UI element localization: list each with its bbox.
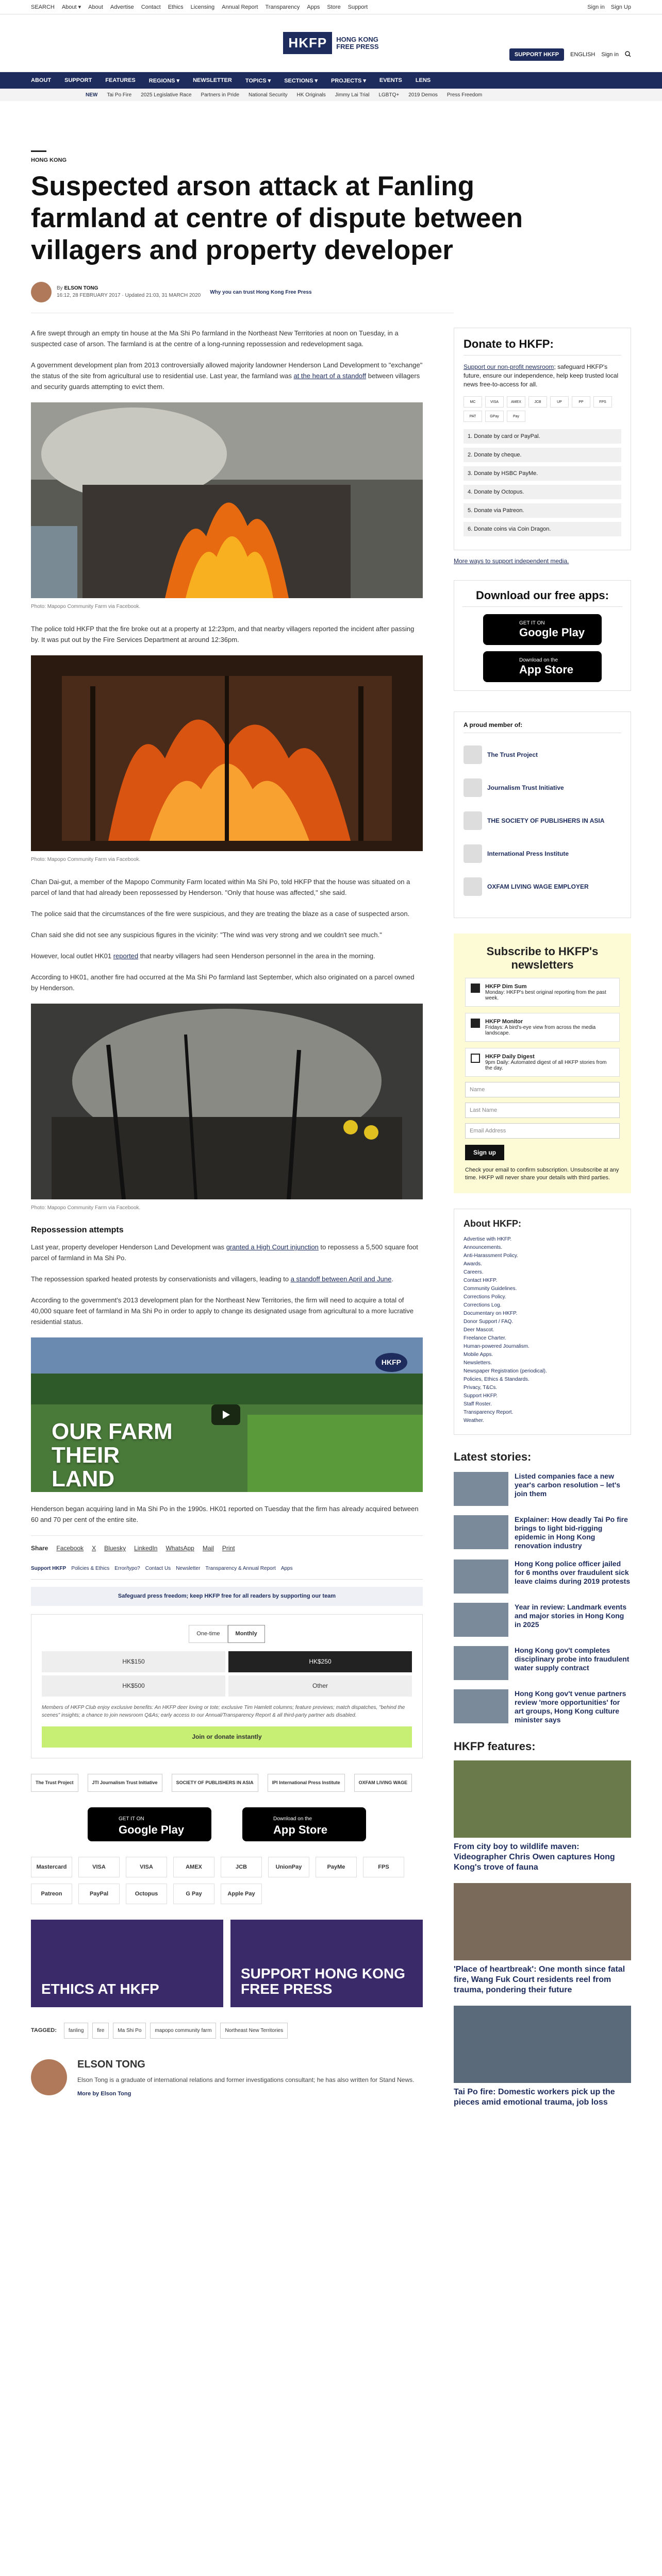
trending-link[interactable]: Jimmy Lai Trial xyxy=(335,92,370,98)
signin-link[interactable]: Sign in xyxy=(587,4,605,10)
member-org[interactable]: THE SOCIETY OF PUBLISHERS IN ASIA xyxy=(464,809,621,832)
top-link[interactable]: Transparency xyxy=(265,4,300,10)
about-link[interactable]: Contact HKFP. xyxy=(464,1278,498,1283)
paragraph: Henderson began acquiring land in Ma Shi Po in the 1990s. HK01 reported on Tuesday that the firm has already acquired between 60 and 70 per cent of the entire site. xyxy=(31,1505,419,1523)
story-thumbnail xyxy=(454,1472,508,1506)
member-org[interactable]: OXFAM LIVING WAGE EMPLOYER xyxy=(464,875,621,898)
nav-item[interactable]: FEATURES xyxy=(105,77,136,83)
feature-image xyxy=(454,2006,631,2083)
newsletter-note: Check your email to confirm subscription. Unsubscribe at any time. HKFP will never share your details with third parties. xyxy=(465,1167,619,1181)
amount-option[interactable]: HK$500 xyxy=(42,1675,225,1697)
payment-logo[interactable]: Mastercard xyxy=(31,1857,72,1877)
about-link[interactable]: Careers. xyxy=(464,1269,484,1275)
about-link[interactable]: Newspaper Registration (periodical). xyxy=(464,1368,547,1374)
photo-caption: Photo: Mapopo Community Farm via Facebook. xyxy=(31,604,141,609)
trending-link[interactable]: 2025 Legislative Race xyxy=(141,92,192,98)
nav-item[interactable]: REGIONS ▾ xyxy=(148,77,180,84)
top-link[interactable]: Contact xyxy=(141,4,161,10)
story-thumbnail xyxy=(454,1603,508,1637)
about-link[interactable]: Freelance Charter. xyxy=(464,1335,506,1341)
share-facebook[interactable]: Facebook xyxy=(56,1545,84,1552)
story-item[interactable]: Hong Kong police officer jailed for 6 months over fraudulent sick leave claims during 2019 protests xyxy=(454,1560,631,1594)
card-logo: PAT xyxy=(464,411,482,422)
checkbox-checked xyxy=(471,1019,480,1028)
play-icon[interactable] xyxy=(211,1404,240,1425)
foot-link[interactable]: Error/typo? xyxy=(114,1566,140,1571)
org-icon xyxy=(464,778,482,797)
donate-method[interactable]: 6. Donate coins via Coin Dragon. xyxy=(464,522,621,536)
app-store-button[interactable]: Download on the App Store xyxy=(483,651,602,682)
name-input[interactable]: Name xyxy=(465,1082,620,1097)
newsletter-option[interactable]: HKFP Daily Digest 9pm Daily: Automated digest of all HKFP stories from the day. xyxy=(465,1048,620,1077)
nav-item[interactable]: PROJECTS ▾ xyxy=(331,77,366,84)
about-link[interactable]: Donor Support / FAQ. xyxy=(464,1319,514,1325)
top-link[interactable]: Apps xyxy=(307,4,320,10)
about-link[interactable]: Human-powered Journalism. xyxy=(464,1344,529,1349)
payment-logo[interactable]: VISA xyxy=(78,1857,120,1877)
jti-logo[interactable]: JTI Journalism Trust Initiative xyxy=(88,1774,162,1792)
checkbox xyxy=(471,1054,480,1063)
author-box-name[interactable]: ELSON TONG xyxy=(77,2059,145,2070)
reported-link[interactable]: reported xyxy=(113,952,139,960)
amount-option-selected[interactable]: HK$250 xyxy=(228,1651,412,1672)
nav-item[interactable]: TOPICS ▾ xyxy=(245,77,271,84)
fire-photo-1 xyxy=(31,402,423,598)
about-link[interactable]: Deer Mascot. xyxy=(464,1327,494,1333)
about-link[interactable]: Newsletters. xyxy=(464,1360,492,1366)
story-thumbnail xyxy=(454,1689,508,1723)
author-bio: Elson Tong is a graduate of international relations and former investigations consultant; he has also written for Stand News. xyxy=(77,2076,415,2083)
article-title: Suspected arson attack at Fanling farmland at centre of dispute between villagers and property developer xyxy=(31,171,523,265)
more-ways-link[interactable]: More ways to support independent media. xyxy=(454,557,569,565)
org-icon xyxy=(464,745,482,764)
signup-link[interactable]: Sign Up xyxy=(610,4,631,10)
top-link[interactable]: Advertise xyxy=(110,4,134,10)
foot-link[interactable]: Policies & Ethics xyxy=(71,1566,110,1571)
trending-link[interactable]: Press Freedom xyxy=(446,92,483,98)
paragraph: A fire swept through an empty tin house at the Ma Shi Po farmland in the Northeast New Territories at noon on Tuesday, in a suspected case of arson. The farmland is at the centre of a long-running repossession and redevelopment saga. xyxy=(31,329,399,348)
top-link[interactable]: Support xyxy=(347,4,368,10)
sidebar xyxy=(454,328,631,2118)
about-link[interactable]: Transparency Report. xyxy=(464,1410,514,1415)
standoff-dates-link[interactable]: a standoff between April and June xyxy=(290,1275,392,1283)
story-item[interactable]: Explainer: How deadly Tai Po fire brings to light bid-rigging epidemic in Hong Kong renovation industry xyxy=(454,1515,631,1550)
safeguard-banner: Safeguard press freedom; keep HKFP free for all readers by supporting our team xyxy=(31,1587,423,1606)
article-foot-links xyxy=(31,1563,423,1580)
main-content xyxy=(0,150,662,2118)
paragraph: A government development plan from 2013 controversially allowed majority landowner Henderson Land Development to "exchange" the status of the site from agricultural use to residential use. Last year, the farmland was at the heart of a standoff between villagers and security guards attempting to evict them. xyxy=(31,361,423,391)
support-hkfp-button[interactable]: SUPPORT HKFP xyxy=(509,48,564,61)
feature-item[interactable]: Tai Po fire: Domestic workers pick up the pieces amid emotional trauma, job loss xyxy=(454,2006,631,2108)
payment-logo[interactable]: AMEX xyxy=(173,1857,214,1877)
about-link[interactable]: Staff Roster. xyxy=(464,1401,492,1407)
foot-link[interactable]: Support HKFP xyxy=(31,1566,67,1571)
story-thumbnail xyxy=(454,1646,508,1680)
tag[interactable]: fire xyxy=(92,2023,109,2039)
story-item[interactable]: Hong Kong gov't completes disciplinary probe into fraudulent water supply contract xyxy=(454,1646,631,1680)
share-whatsapp[interactable]: WhatsApp xyxy=(166,1545,194,1552)
header-signin[interactable]: Sign in xyxy=(601,52,619,58)
site-logo[interactable] xyxy=(283,32,378,54)
feature-item[interactable]: From city boy to wildlife maven: Videographer Chris Owen captures Hong Kong's trove of fauna xyxy=(454,1760,631,1873)
paragraph: Chan said she did not see any suspicious figures in the vicinity: "The wind was very strong and we couldn't see much." xyxy=(31,931,382,939)
nav-item[interactable]: ABOUT xyxy=(31,77,52,83)
foot-link[interactable]: Contact Us xyxy=(145,1566,171,1571)
story-item[interactable]: Listed companies face a new year's carbon resolution – let's join them xyxy=(454,1472,631,1506)
google-play-button[interactable]: GET IT ON Google Play xyxy=(483,614,602,645)
video-embed[interactable] xyxy=(31,1337,423,1492)
payment-methods xyxy=(31,1857,423,1904)
more-by-author-link[interactable]: More by Elson Tong xyxy=(77,2091,131,2097)
fire-photo-2 xyxy=(31,655,423,851)
paragraph: According to HK01, another fire had occurred at the Ma Shi Po farmland last September, which also originated on a parcel owned by Henderson. xyxy=(31,973,415,992)
tag[interactable]: fanling xyxy=(64,2023,88,2039)
about-link[interactable]: Documentary on HKFP. xyxy=(464,1311,518,1316)
site-header xyxy=(0,14,662,72)
trending-link[interactable]: National Security xyxy=(249,92,288,98)
donate-method[interactable]: 5. Donate via Patreon. xyxy=(464,503,621,518)
tag[interactable]: mapopo community farm xyxy=(150,2023,216,2039)
last-name-input[interactable]: Last Name xyxy=(465,1103,620,1118)
payment-logo[interactable]: PayMe xyxy=(316,1857,357,1877)
foot-link[interactable]: Apps xyxy=(280,1566,293,1571)
feature-image xyxy=(454,1760,631,1838)
nav-item[interactable]: LENS xyxy=(415,77,431,83)
standoff-link[interactable]: at the heart of a standoff xyxy=(293,372,367,380)
newsletter-signup xyxy=(454,934,631,1193)
title-rule xyxy=(31,150,46,152)
one-time-tab[interactable]: One-time xyxy=(189,1625,227,1643)
story-item[interactable]: Year in review: Landmark events and major stories in Hong Kong in 2025 xyxy=(454,1603,631,1637)
author-name[interactable]: ELSON TONG xyxy=(64,285,98,291)
share-mail[interactable]: Mail xyxy=(202,1545,214,1552)
search-icon[interactable] xyxy=(625,51,631,59)
language-selector[interactable]: ENGLISH xyxy=(570,52,595,58)
byline: By ELSON TONG 16:12, 28 FEBRUARY 2017 · Updated 21:03, 31 MARCH 2020 Why you can trust Hong Kong Free Press xyxy=(31,282,454,313)
amount-option[interactable]: HK$150 xyxy=(42,1651,225,1672)
search-link[interactable]: SEARCH xyxy=(31,4,55,10)
sidebar-apps: Download our free apps: GET IT ON Google Play Download on the App Store xyxy=(454,580,631,691)
section-heading: Repossession attempts xyxy=(31,1226,124,1234)
proud-member: A proud member of: The Trust Project Journalism Trust Initiative THE SOCIETY OF PUBLISHERS IN ASIA International Press Institute OXFAM LIVING WAGE EMPLOYER xyxy=(454,711,631,918)
about-link[interactable]: Community Guidelines. xyxy=(464,1286,517,1292)
about-link[interactable]: Announcements. xyxy=(464,1245,503,1250)
card-logo: VISA xyxy=(485,396,504,408)
tag[interactable]: Northeast New Territories xyxy=(220,2023,288,2039)
members-text: Members of HKFP Club enjoy exclusive benefits: An HKFP deer loving or tote; exclusive Tim Hamlett columns; feature previews; match dispatches, "behind the scenes" insights; a chance to join newsroom Q&As; early access to our Annual/Transparency Report & all third-party partner ads disabled. xyxy=(42,1705,405,1718)
newsletter-title: Subscribe to HKFP's newsletters xyxy=(486,945,599,971)
foot-link[interactable]: Newsletter xyxy=(176,1566,201,1571)
video-badge: HKFP xyxy=(375,1353,407,1372)
donate-method[interactable]: 1. Donate by card or PayPal. xyxy=(464,429,621,444)
new-label: NEW xyxy=(86,92,98,98)
card-logo: MC xyxy=(464,396,482,408)
about-menu[interactable]: About ▾ xyxy=(61,4,81,10)
ipi-logo[interactable]: IPI International Press Institute xyxy=(268,1774,345,1792)
fire-photo-3 xyxy=(31,1004,423,1199)
share-print[interactable]: Print xyxy=(222,1545,235,1552)
spa-logo[interactable]: SOCIETY OF PUBLISHERS IN ASIA xyxy=(172,1774,258,1792)
donate-method[interactable]: 4. Donate by Octopus. xyxy=(464,485,621,499)
nav-item[interactable]: SECTIONS ▾ xyxy=(284,77,318,84)
trust-project-logo[interactable]: The Trust Project xyxy=(31,1774,78,1792)
top-link[interactable]: About xyxy=(88,4,103,10)
about-link[interactable]: Corrections Log. xyxy=(464,1302,502,1308)
share-x[interactable]: X xyxy=(92,1545,96,1552)
member-org[interactable]: International Press Institute xyxy=(464,842,621,865)
paragraph: However, local outlet HK01 reported that nearby villagers had seen Henderson personnel in the area in the morning. xyxy=(31,952,375,960)
payment-logo[interactable]: G Pay xyxy=(173,1884,214,1904)
card-logo: UP xyxy=(550,396,569,408)
logo-text: HONG KONG FREE PRESS xyxy=(336,35,379,50)
nav-item[interactable]: NEWSLETTER xyxy=(193,77,232,83)
hkfp-features: HKFP features: From city boy to wildlife maven: Videographer Chris Owen captures Hong Kong's trove of fauna 'Place of heartbreak': One month since fatal fire, Wang Fuk Court residents reel from trauma, pondering their future Tai Po fire: Domestic workers pick up the pieces amid emotional trauma, job loss xyxy=(454,1740,631,2108)
top-utility-bar xyxy=(0,0,662,14)
about-hkfp: About HKFP: Advertise with HKFP. Announcements. Anti-Harassment Policy. Awards. Careers. Contact HKFP. Community Guidelines. Corrections Policy. Corrections Log. Documentary on HKFP. Donor Support / FAQ. Deer Mascot. Freelance Charter. Human-powered Journalism. Mobile Apps. Newsletters. Newspaper Registration (periodical). Policies, Ethics & Standards. Privacy, T&Cs. Support HKFP. Staff Roster. Transparency Report. Weather. xyxy=(454,1209,631,1435)
card-logo: AMEX xyxy=(507,396,525,408)
org-icon xyxy=(464,811,482,830)
trending-link[interactable]: Partners in Pride xyxy=(201,92,240,98)
card-logo: PP xyxy=(572,396,590,408)
about-link[interactable]: Awards. xyxy=(464,1261,482,1267)
card-logo: GPay xyxy=(485,411,504,422)
about-link[interactable]: Policies, Ethics & Standards. xyxy=(464,1377,529,1382)
payment-logo[interactable]: Patreon xyxy=(31,1884,72,1904)
paragraph: The repossession sparked heated protests by conservationists and villagers, leading to a standoff between April and June. xyxy=(31,1275,393,1283)
newsletter-option[interactable]: HKFP Dim Sum Monday: HKFP's best original reporting from the past week. xyxy=(465,978,620,1007)
payment-logo[interactable]: Octopus xyxy=(126,1884,167,1904)
logo-mark: HKFP xyxy=(283,32,332,54)
author-avatar[interactable] xyxy=(31,282,52,302)
about-link[interactable]: Weather. xyxy=(464,1418,484,1423)
newsletter-option[interactable]: HKFP Monitor Fridays: A bird's-eye view from across the media landscape. xyxy=(465,1013,620,1042)
top-link[interactable]: Annual Report xyxy=(222,4,258,10)
tag[interactable]: Ma Shi Po xyxy=(113,2023,146,2039)
paragraph: According to the government's 2013 development plan for the Northeast New Territories, the firm will need to acquire a total of 40,000 square feet of farmland in Ma Shi Po in order to apply to change its designated usage from agricultural to a more lucrative residential status. xyxy=(31,1296,414,1326)
paragraph: Last year, property developer Henderson Land Development was granted a High Court injunction to repossess a 5,500 square foot parcel of farmland in Ma Shi Po. xyxy=(31,1243,418,1262)
nonprofit-link[interactable]: Support our non-profit newsroom xyxy=(464,363,554,370)
trending-link[interactable]: HK Originals xyxy=(296,92,326,98)
ethics-promo[interactable]: ETHICS AT HKFP xyxy=(31,1920,223,2007)
app-store-button[interactable]: Download on the App Store xyxy=(242,1807,366,1841)
author-avatar[interactable] xyxy=(31,2059,67,2095)
donate-widget xyxy=(31,1614,423,1758)
top-link[interactable]: Store xyxy=(327,4,341,10)
about-link[interactable]: Mobile Apps. xyxy=(464,1352,493,1358)
trust-link[interactable]: Why you can trust Hong Kong Free Press xyxy=(210,289,312,295)
checkbox-checked xyxy=(471,984,480,993)
payment-logo[interactable]: UnionPay xyxy=(268,1857,309,1877)
feature-image xyxy=(454,1883,631,1960)
nav-item[interactable]: SUPPORT xyxy=(64,77,92,83)
main-nav xyxy=(0,72,662,89)
card-logo: FPS xyxy=(593,396,612,408)
member-org[interactable]: The Trust Project xyxy=(464,743,621,766)
foot-link[interactable]: Transparency & Annual Report xyxy=(205,1566,276,1571)
member-org[interactable]: Journalism Trust Initiative xyxy=(464,776,621,799)
about-link[interactable]: Support HKFP. xyxy=(464,1393,498,1399)
payment-logo[interactable]: VISA xyxy=(126,1857,167,1877)
payment-logo[interactable]: PayPal xyxy=(78,1884,120,1904)
category-label[interactable]: HONG KONG xyxy=(31,157,67,163)
card-logo: JCB xyxy=(528,396,547,408)
donate-method[interactable]: 2. Donate by cheque. xyxy=(464,448,621,462)
about-link[interactable]: Advertise with HKFP. xyxy=(464,1236,512,1242)
amount-option[interactable]: Other xyxy=(228,1675,412,1697)
tags: TAGGED: fanling fire Ma Shi Po mapopo community farm Northeast New Territories xyxy=(31,2023,423,2039)
trending-link[interactable]: LGBTQ+ xyxy=(378,92,400,98)
donate-title: Donate to HKFP: xyxy=(464,337,621,355)
photo-caption: Photo: Mapopo Community Farm via Facebook. xyxy=(31,1205,141,1211)
card-logo: Pay xyxy=(507,411,525,422)
support-promo[interactable]: SUPPORT HONG KONG FREE PRESS xyxy=(230,1920,423,2007)
story-item[interactable]: Hong Kong gov't venue partners review 'more opportunities' for art groups, Hong Kong culture minister says xyxy=(454,1689,631,1724)
paragraph: The police said that the circumstances of the fire were suspicious, and they are treating the blaze as a case of suspected arson. xyxy=(31,910,410,918)
about-link[interactable]: Anti-Harassment Policy. xyxy=(464,1253,518,1259)
join-donate-button[interactable]: Join or donate instantly xyxy=(42,1726,412,1748)
payment-logo[interactable]: Apple Pay xyxy=(221,1884,262,1904)
video-title: OUR FARM THEIR LAND xyxy=(52,1419,173,1492)
story-thumbnail xyxy=(454,1560,508,1594)
payment-logo[interactable]: JCB xyxy=(221,1857,262,1877)
monthly-tab[interactable]: Monthly xyxy=(228,1625,265,1643)
latest-stories: Latest stories: Listed companies face a new year's carbon resolution – let's join them Explainer: How deadly Tai Po fire brings to light bid-rigging epidemic in Hong Kong renovation industry Hong Kong police officer jailed for 6 months over fraudulent sick leave claims during 2019 protests Year in review: Landmark events and major stories in Hong Kong in 2025 Hong Kong gov't completes disciplinary probe into fraudulent water supply contract Hong Kong gov't venue partners review 'more opportunities' for art groups, Hong Kong culture minister says xyxy=(454,1450,631,1724)
member-logos xyxy=(31,1774,423,1792)
article-body xyxy=(31,328,423,2118)
oxfam-logo[interactable]: OXFAM LIVING WAGE xyxy=(354,1774,412,1792)
paragraph: The police told HKFP that the fire broke out at a property at 12:23pm, and that nearby villagers reported the incident after passing by. It was put out by the Fire Services Department at around 12:36pm. xyxy=(31,625,415,643)
signup-button[interactable]: Sign up xyxy=(465,1145,504,1160)
feature-item[interactable]: 'Place of heartbreak': One month since fatal fire, Wang Fuk Court residents reel from trauma, pondering their future xyxy=(454,1883,631,1995)
trending-link[interactable]: Tai Po Fire xyxy=(107,92,132,98)
article-dates: 16:12, 28 FEBRUARY 2017 · Updated 21:03, 31 MARCH 2020 xyxy=(57,293,201,298)
about-link[interactable]: Privacy, T&Cs. xyxy=(464,1385,498,1391)
nav-item[interactable]: EVENTS xyxy=(379,77,402,83)
org-icon xyxy=(464,877,482,896)
email-input[interactable]: Email Address xyxy=(465,1123,620,1139)
share-bar: Share Facebook X Bluesky LinkedIn WhatsApp Mail Print xyxy=(31,1535,423,1554)
author-box xyxy=(31,2059,423,2099)
top-link[interactable]: Ethics xyxy=(168,4,184,10)
trending-link[interactable]: 2019 Demos xyxy=(408,92,438,98)
donate-method[interactable]: 3. Donate by HSBC PayMe. xyxy=(464,466,621,481)
trending-bar xyxy=(0,89,662,101)
story-thumbnail xyxy=(454,1515,508,1549)
top-link[interactable]: Licensing xyxy=(190,4,215,10)
sidebar-donate: Donate to HKFP: Support our non-profit newsroom; safeguard HKFP's future, ensure our independence, help keep trusted local news free-to-access for all. MC VISA AMEX JCB UP PP FPS PAT GPay Pay 1. Donate by card or PayPal. 2. Donate by cheque. 3. Donate by HSBC PayMe. 4. Donate by Octopus. 5. Donate via Patreon. 6. Donate coins via Coin Dragon. xyxy=(454,328,631,550)
share-linkedin[interactable]: LinkedIn xyxy=(134,1545,158,1552)
org-icon xyxy=(464,844,482,863)
photo-caption: Photo: Mapopo Community Farm via Facebook. xyxy=(31,857,141,862)
share-bluesky[interactable]: Bluesky xyxy=(104,1545,126,1552)
paragraph: Chan Dai-gut, a member of the Mapopo Community Farm located within Ma Shi Po, told HKFP that the house was situated on a parcel of land that had already been repossessed by Henderson. "Only that house was affected," she said. xyxy=(31,878,410,896)
google-play-button[interactable]: GET IT ON Google Play xyxy=(88,1807,211,1841)
about-link[interactable]: Corrections Policy. xyxy=(464,1294,506,1300)
injunction-link[interactable]: granted a High Court injunction xyxy=(226,1243,319,1251)
payment-logo[interactable]: FPS xyxy=(363,1857,404,1877)
